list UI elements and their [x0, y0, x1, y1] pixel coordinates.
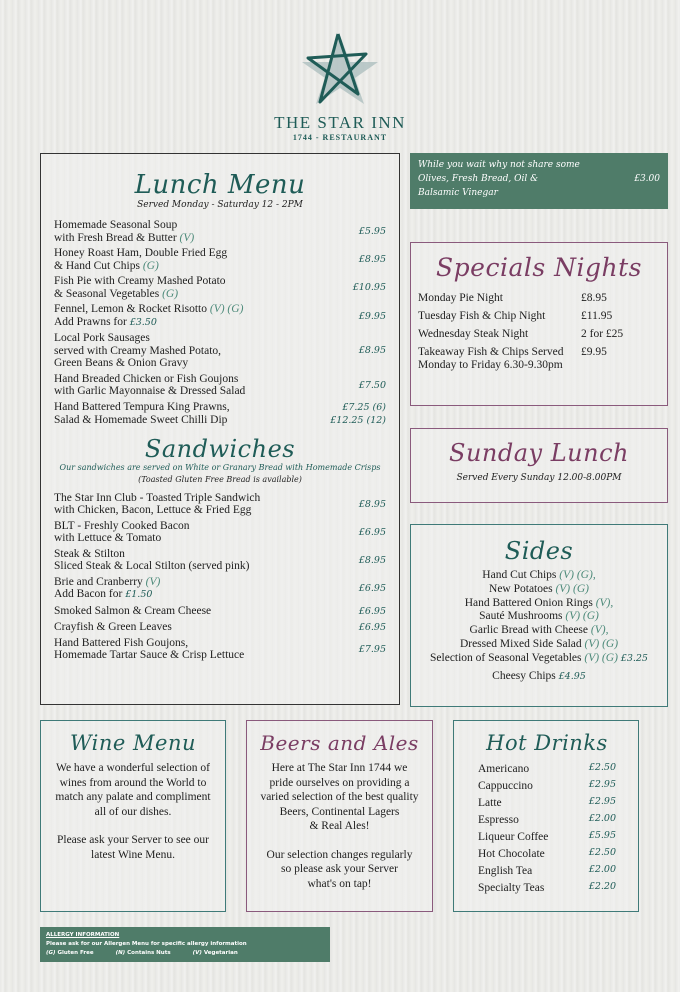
- item-text: Sliced Steak & Local Stilton (served pink): [54, 560, 250, 572]
- item-line: [54, 414, 230, 427]
- price-value: £6.95: [358, 583, 386, 594]
- price-value: £9.95: [358, 310, 386, 322]
- side-item: [415, 638, 663, 652]
- side-item: [415, 624, 663, 638]
- item-text: Dressed Mixed Side Salad: [459, 637, 582, 650]
- special-name: Takeaway Fish & Chips Served Monday to Friday 6.30-9.30pm: [418, 346, 564, 371]
- price-value: £6.95: [358, 605, 386, 617]
- price-value: £10.95: [352, 282, 386, 293]
- special-name: Wednesday Steak Night: [418, 328, 529, 340]
- wine-menu-section: [40, 720, 226, 912]
- menu-item: [54, 275, 386, 300]
- item-price: [359, 225, 386, 238]
- menu-item: [54, 401, 386, 427]
- item-name: [54, 373, 245, 398]
- item-text: Smoked Salmon & Cream Cheese: [54, 604, 212, 617]
- item-price: [359, 582, 386, 595]
- item-price: [330, 401, 386, 427]
- paragraph-line: pride ourselves on providing a: [269, 776, 410, 789]
- item-text: Homemade Tartar Sauce & Crisp Lettuce: [54, 649, 245, 661]
- item-name: [54, 303, 243, 329]
- price-value: £12.25 (12): [330, 414, 386, 426]
- dietary-tag: (V) (G): [565, 610, 599, 623]
- item-name: [54, 401, 230, 426]
- item-text: & Hand Cut Chips: [54, 259, 140, 272]
- item-text: Local Pork Sausages: [54, 332, 150, 344]
- item-line: [54, 373, 245, 386]
- price-value: £8.95: [358, 498, 386, 510]
- item-line: [54, 288, 226, 301]
- allergy-text: Please ask for our Allergen Menu for specific allergy information: [46, 941, 247, 947]
- item-text: Hand Breaded Chicken or Fish Goujons: [54, 372, 239, 385]
- dietary-tag: (V) (G): [555, 582, 589, 595]
- drink-price: £5.95: [588, 830, 616, 841]
- dietary-tag: (V),: [595, 596, 614, 609]
- side-item: [415, 597, 663, 611]
- item-name: [54, 275, 226, 300]
- item-text: Steak & Stilton: [54, 547, 125, 560]
- special-name: Monday Pie Night: [418, 292, 503, 304]
- olives-line-3: Balsamic Vinegar: [418, 188, 498, 198]
- side-item: [415, 569, 663, 583]
- drink-name: Americano: [478, 763, 530, 775]
- drink-name: Hot Chocolate: [478, 848, 545, 860]
- sides-title: Sides: [504, 537, 574, 565]
- item-price: [359, 621, 386, 634]
- paragraph-line: all of our dishes.: [94, 805, 172, 818]
- item-line: [54, 649, 244, 662]
- drink-name: Cappuccino: [478, 780, 533, 792]
- paragraph-line: varied selection of the best quality: [260, 791, 419, 803]
- price-value: £6.95: [358, 621, 386, 633]
- item-line: [54, 504, 260, 517]
- item-line: [54, 401, 230, 414]
- sides-items: [415, 569, 663, 683]
- price-value: £7.25 (6): [342, 401, 386, 413]
- drink-item: [478, 778, 616, 795]
- lunch-menu-section: [40, 153, 400, 705]
- allergy-label: Vegetarian: [203, 950, 238, 956]
- drink-price: £2.95: [588, 796, 616, 807]
- extra-price: £3.50: [129, 316, 157, 328]
- drinks-items: [478, 761, 616, 897]
- sunday-lunch-section: [410, 428, 668, 503]
- sunday-title: Sunday Lunch: [449, 439, 629, 467]
- sandwiches-title: Sandwiches: [144, 434, 296, 463]
- item-line: [54, 637, 244, 650]
- drink-price: £2.95: [588, 779, 616, 790]
- special-name: Tuesday Fish & Chip Night: [418, 310, 546, 322]
- dietary-tag: (V): [145, 575, 161, 588]
- item-line: [54, 332, 221, 345]
- specials-title: Specials Nights: [436, 253, 642, 282]
- dietary-tag: (V) (G),: [559, 569, 596, 581]
- drinks-title: Hot Drinks: [486, 731, 608, 755]
- drink-price: £2.50: [588, 762, 616, 773]
- price-value: £7.50: [358, 379, 386, 391]
- drink-price: £2.00: [588, 864, 616, 875]
- price-value: £6.95: [358, 526, 386, 538]
- side-item: [415, 610, 663, 624]
- item-line: [54, 247, 227, 260]
- price-value: £8.95: [358, 254, 386, 265]
- item-line: [54, 605, 211, 618]
- item-text: with Lettuce & Tomato: [54, 532, 162, 544]
- item-text: Crayfish & Green Leaves: [54, 620, 172, 633]
- drink-name: Latte: [478, 797, 502, 809]
- beers-server-note: [251, 848, 428, 892]
- item-line: [54, 345, 221, 358]
- item-price: [359, 526, 386, 539]
- sandwiches-note-gf: (Toasted Gluten Free Bread is available): [138, 474, 302, 484]
- price-value: £8.95: [358, 345, 386, 357]
- menu-item: [54, 576, 386, 602]
- item-text: Hand Battered Tempura King Prawns,: [54, 401, 230, 413]
- side-item: [415, 583, 663, 597]
- item-line: [54, 548, 249, 561]
- lunch-title: Lunch Menu: [134, 170, 306, 200]
- item-text: The Star Inn Club - Toasted Triple Sandwich: [54, 491, 261, 504]
- item-text: Selection of Seasonal Vegetables: [430, 651, 582, 664]
- item-text: BLT - Freshly Cooked Bacon: [54, 519, 190, 532]
- item-name: [54, 605, 211, 618]
- brand-established: 1744 - RESTAURANT: [292, 133, 388, 142]
- item-name: [54, 621, 172, 634]
- menu-item: [54, 303, 386, 329]
- item-text: & Seasonal Vegetables: [54, 287, 160, 300]
- item-text: Hand Cut Chips: [482, 569, 557, 581]
- menu-item: [54, 332, 386, 370]
- menu-item: [54, 247, 386, 272]
- paragraph-line: Please ask your Server to see our: [56, 834, 209, 846]
- item-price: [359, 498, 386, 511]
- drink-item: [478, 863, 616, 880]
- price-value: £7.95: [358, 643, 386, 655]
- item-line: [54, 275, 226, 288]
- dietary-tag: (V) (G): [584, 651, 618, 664]
- item-line: [54, 532, 189, 545]
- item-text: Brie and Cranberry: [54, 575, 143, 588]
- specials-nights-section: [410, 242, 668, 406]
- sides-section: [410, 524, 668, 707]
- logo: [262, 32, 418, 142]
- item-line: [54, 385, 245, 398]
- special-item: [418, 346, 660, 372]
- dietary-tag: (V): [179, 231, 195, 244]
- allergy-info-banner: [40, 927, 330, 962]
- special-item: [418, 292, 660, 305]
- item-line: [54, 260, 227, 273]
- special-price: £8.95: [581, 292, 607, 304]
- menu-item: [54, 219, 386, 244]
- wine-title: Wine Menu: [69, 731, 197, 755]
- item-line: [54, 492, 260, 505]
- item-text: Add Bacon for: [54, 588, 123, 600]
- allergy-key: [116, 949, 171, 958]
- allergy-code: (G): [46, 950, 56, 956]
- drink-name: English Tea: [478, 865, 533, 877]
- item-line: [54, 303, 243, 316]
- item-name: [54, 548, 249, 573]
- item-price: [359, 253, 386, 266]
- dietary-tag: (G): [142, 259, 159, 272]
- lunch-items: [54, 219, 386, 427]
- item-name: [54, 332, 221, 370]
- item-text: Add Prawns for: [54, 315, 127, 328]
- item-text: with Garlic Mayonnaise & Dressed Salad: [54, 385, 246, 397]
- special-item: [418, 310, 660, 323]
- item-text: New Potatoes: [489, 582, 553, 595]
- item-text: Fennel, Lemon & Rocket Risotto: [54, 303, 207, 315]
- sandwich-items: [54, 492, 386, 662]
- allergy-key: [46, 949, 94, 958]
- paragraph-line: Beers, Continental Lagers: [279, 805, 400, 818]
- item-line: [54, 621, 172, 634]
- item-line: [54, 560, 249, 573]
- brand-name: THE STAR INN: [274, 113, 406, 132]
- drink-price: £2.20: [588, 881, 616, 892]
- special-price: £11.95: [581, 310, 613, 322]
- drink-item: [478, 846, 616, 863]
- item-price: [359, 605, 386, 618]
- item-price: [359, 554, 386, 567]
- extra-price: £3.25: [620, 652, 648, 664]
- item-name: [54, 637, 244, 662]
- item-price: [359, 344, 386, 357]
- item-text: Sauté Mushrooms: [479, 610, 563, 623]
- paragraph-line: what's on tap!: [307, 877, 372, 890]
- drink-name: Specialty Teas: [478, 882, 545, 894]
- item-price: [359, 643, 386, 656]
- item-name: [54, 520, 189, 545]
- item-price: [353, 281, 386, 294]
- drink-price: £2.50: [588, 847, 616, 858]
- item-price: [359, 379, 386, 392]
- item-line: [54, 357, 221, 370]
- extra-price: £4.95: [558, 670, 586, 682]
- olives-line-2: Olives, Fresh Bread, Oil &: [418, 174, 539, 184]
- drink-name: Liqueur Coffee: [478, 831, 549, 843]
- item-text: Honey Roast Ham, Double Fried Egg: [54, 247, 228, 259]
- paragraph-line: latest Wine Menu.: [91, 848, 175, 861]
- price-value: £5.95: [358, 226, 386, 237]
- sunday-subtitle: Served Every Sunday 12.00-8.00PM: [456, 473, 622, 483]
- item-text: Homemade Seasonal Soup: [54, 219, 178, 231]
- item-line: [54, 232, 194, 245]
- special-price: £9.95: [581, 346, 607, 358]
- wine-server-note: [45, 833, 221, 862]
- allergy-keys: [46, 949, 324, 958]
- menu-item: [54, 621, 386, 634]
- paragraph-line: so please ask your Server: [281, 863, 398, 875]
- dietary-tag: (V),: [590, 624, 609, 637]
- menu-item: [54, 492, 386, 517]
- sandwiches-note: Our sandwiches are served on White or Granary Bread with Homemade Crisps: [59, 462, 381, 472]
- paragraph-line: wines from around the World to: [59, 776, 207, 789]
- drink-item: [478, 812, 616, 829]
- menu-item: [54, 373, 386, 398]
- item-name: [54, 576, 160, 602]
- menu-item: [54, 520, 386, 545]
- item-line: [54, 588, 160, 602]
- item-text: with Chicken, Bacon, Lettuce & Fried Egg: [54, 504, 252, 516]
- item-name: [54, 219, 194, 244]
- drink-item: [478, 880, 616, 897]
- dietary-tag: (V) (G): [584, 637, 619, 650]
- item-text: Cheesy Chips: [492, 669, 556, 682]
- side-item: [415, 652, 663, 666]
- item-line: [54, 520, 189, 533]
- extra-price: £1.50: [125, 589, 153, 600]
- beers-ales-section: [246, 720, 433, 912]
- paragraph-line: & Real Ales!: [309, 820, 370, 832]
- item-text: with Fresh Bread & Butter: [54, 231, 177, 244]
- drink-item: [478, 829, 616, 846]
- olives-price: £3.00: [634, 174, 660, 184]
- wine-paragraph: [45, 761, 221, 819]
- special-item: [418, 328, 660, 341]
- menu-item: [54, 637, 386, 662]
- dietary-tag: (G): [162, 287, 179, 300]
- paragraph-line: Here at The Star Inn 1744 we: [271, 762, 408, 774]
- item-name: [54, 247, 227, 272]
- beers-title: Beers and Ales: [260, 731, 419, 755]
- olives-banner: [410, 153, 668, 209]
- item-text: Salad & Homemade Sweet Chilli Dip: [54, 413, 228, 426]
- menu-item: [54, 605, 386, 618]
- paragraph-line: We have a wonderful selection of: [56, 762, 210, 774]
- paragraph-line: match any palate and compliment: [55, 791, 211, 803]
- paragraph-line: Our selection changes regularly: [266, 848, 413, 861]
- olives-line-1: While you wait why not share some: [418, 160, 580, 170]
- allergy-title: ALLERGY INFORMATION: [46, 932, 120, 938]
- item-text: served with Creamy Mashed Potato,: [54, 344, 222, 357]
- item-line: [54, 576, 160, 589]
- item-text: Fish Pie with Creamy Mashed Potato: [54, 275, 226, 287]
- allergy-key: [193, 949, 238, 958]
- item-text: Hand Battered Fish Goujons,: [54, 636, 189, 649]
- star-icon: [300, 32, 380, 106]
- lunch-subtitle: Served Monday - Saturday 12 - 2PM: [137, 200, 303, 210]
- allergy-label: Gluten Free: [57, 950, 94, 956]
- drink-item: [478, 761, 616, 778]
- drink-name: Espresso: [478, 814, 519, 826]
- allergy-label: Contains Nuts: [127, 950, 171, 956]
- menu-item: [54, 548, 386, 573]
- allergy-code: (V): [192, 950, 202, 956]
- allergy-code: (N): [115, 950, 126, 956]
- item-text: Garlic Bread with Cheese: [469, 624, 589, 637]
- specials-items: [418, 292, 660, 372]
- drink-item: [478, 795, 616, 812]
- dietary-tag: (V) (G): [209, 303, 244, 315]
- hot-drinks-section: [453, 720, 639, 912]
- item-text: Hand Battered Onion Rings: [464, 596, 593, 609]
- item-text: Green Beans & Onion Gravy: [54, 357, 189, 369]
- price-value: £8.95: [358, 554, 386, 566]
- beers-paragraph: [251, 761, 428, 834]
- item-line: [54, 316, 243, 330]
- item-name: [54, 492, 260, 517]
- side-item: [415, 670, 663, 684]
- item-line: [54, 219, 194, 232]
- special-price: 2 for £25: [581, 328, 624, 340]
- drink-price: £2.00: [588, 813, 616, 824]
- item-price: [359, 310, 386, 323]
